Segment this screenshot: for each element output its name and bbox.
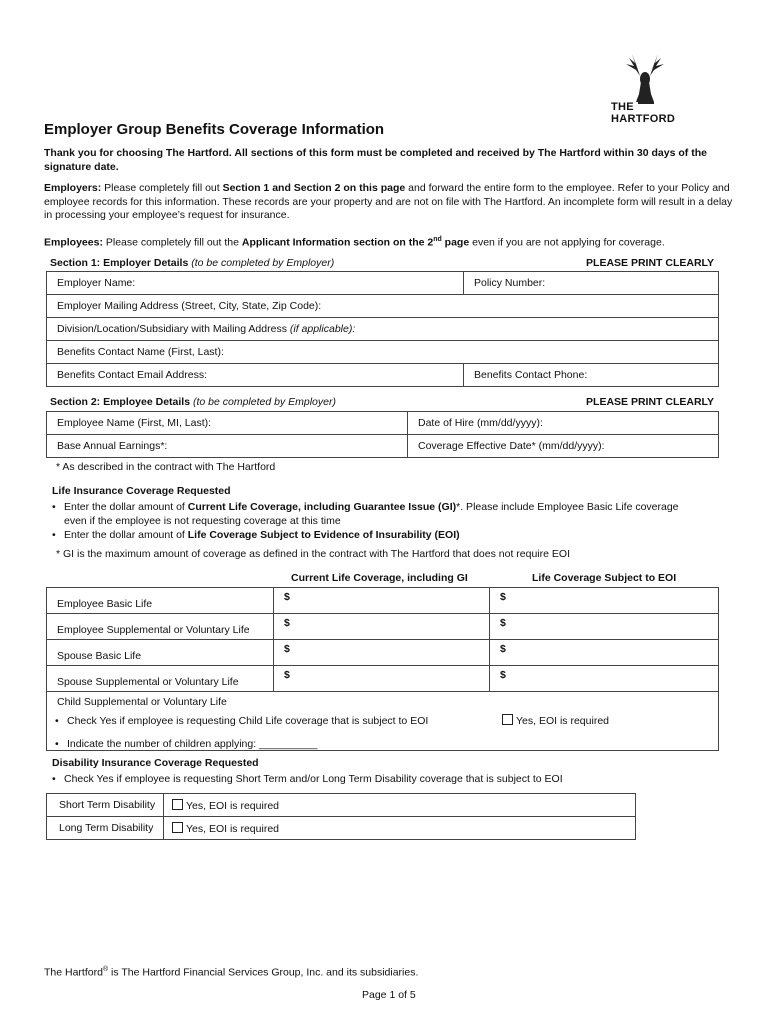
section2-header: Section 2: Employee Details (to be completed by Employer) PLEASE PRINT CLEARLY	[50, 396, 714, 408]
spouse-supp-current-field[interactable]: $	[274, 666, 490, 692]
logo-line-1: THE	[611, 101, 634, 113]
employee-name-field[interactable]: Employee Name (First, MI, Last):	[47, 412, 408, 435]
employer-details-table	[46, 271, 719, 387]
page-title: Employer Group Benefits Coverage Information	[44, 121, 385, 138]
child-life-cell	[47, 692, 719, 751]
life-coverage-table	[46, 587, 719, 751]
footer-text: The Hartford® is The Hartford Financial Services Group, Inc. and its subsidiaries.	[44, 966, 419, 979]
child-life-title: Child Supplemental or Voluntary Life	[57, 696, 227, 708]
children-count-field[interactable]: • Indicate the number of children applying: __________	[47, 737, 707, 751]
page-number: Page 1 of 5	[362, 989, 416, 1001]
short-term-disability-label: Short Term Disability	[47, 794, 164, 817]
employee-supp-current-field[interactable]: $	[274, 614, 490, 640]
logo-text	[611, 101, 675, 125]
spouse-supp-eoi-field[interactable]: $	[490, 666, 719, 692]
employer-mailing-address-field[interactable]: Employer Mailing Address (Street, City, State, Zip Code):	[47, 295, 719, 318]
employees-instructions: Employees: Please completely fill out the Applicant Information section on the 2nd page even if you are not applying for coverage.	[44, 236, 665, 249]
life-instructions-list	[44, 500, 694, 542]
long-term-disability-label: Long Term Disability	[47, 817, 164, 840]
benefits-contact-phone-field[interactable]: Benefits Contact Phone:	[464, 364, 719, 387]
benefits-contact-name-field[interactable]: Benefits Contact Name (First, Last):	[47, 341, 719, 364]
short-term-eoi-checkbox[interactable]: Yes, EOI is required	[164, 794, 636, 817]
current-life-coverage-header: Current Life Coverage, including GI	[291, 572, 468, 584]
employers-instructions: Employers: Please completely fill out Section 1 and Section 2 on this page and forward the entire form to the employee. Refer to your Policy and employee records for this information. These records are your property and are not on file with The Hartford. An incomplete form will result in a delay in processing your employee’s request for insurance.	[44, 182, 733, 221]
checkbox-icon	[172, 799, 183, 810]
print-clearly-label: PLEASE PRINT CLEARLY	[586, 257, 714, 269]
spouse-basic-eoi-field[interactable]: $	[490, 640, 719, 666]
employee-supp-eoi-field[interactable]: $	[490, 614, 719, 640]
disability-instructions-list	[44, 772, 734, 786]
employer-name-field[interactable]: Employer Name:	[47, 272, 464, 295]
coverage-row-label: Spouse Supplemental or Voluntary Life	[47, 666, 274, 692]
life-coverage-eoi-header: Life Coverage Subject to EOI	[532, 572, 677, 584]
spouse-basic-current-field[interactable]: $	[274, 640, 490, 666]
division-field[interactable]: Division/Location/Subsidiary with Mailing Address (if applicable):	[47, 318, 719, 341]
intro-text: Thank you for choosing The Hartford. All sections of this form must be completed and received by The Hartford within 30 days of the signature date.	[44, 147, 707, 173]
coverage-row-label: Employee Supplemental or Voluntary Life	[47, 614, 274, 640]
list-item: • Enter the dollar amount of Life Coverage Subject to Evidence of Insurability (EOI)	[44, 528, 694, 542]
child-eoi-checkbox[interactable]: Yes, EOI is required	[502, 714, 609, 728]
list-item: • Check Yes if employee is requesting Short Term and/or Long Term Disability coverage that is subject to EOI	[44, 772, 734, 786]
base-annual-earnings-field[interactable]: Base Annual Earnings*:	[47, 435, 408, 458]
list-item: • Check Yes if employee is requesting Child Life coverage that is subject to EOI Yes, EOI is required	[47, 714, 707, 728]
life-insurance-heading: Life Insurance Coverage Requested	[52, 485, 231, 497]
coverage-row-label: Spouse Basic Life	[47, 640, 274, 666]
disability-table	[46, 793, 636, 840]
child-life-list	[47, 714, 707, 751]
list-item: • Enter the dollar amount of Current Life Coverage, including Guarantee Issue (GI)*. Please include Employee Basic Life coverage even if the employee is not requesting coverage at this time	[44, 500, 694, 528]
employee-details-table	[46, 411, 719, 458]
employee-basic-eoi-field[interactable]: $	[490, 588, 719, 614]
employee-basic-current-field[interactable]: $	[274, 588, 490, 614]
logo-line-2: HARTFORD	[611, 113, 676, 125]
long-term-eoi-checkbox[interactable]: Yes, EOI is required	[164, 817, 636, 840]
checkbox-icon	[502, 714, 513, 725]
disability-heading: Disability Insurance Coverage Requested	[52, 757, 259, 769]
policy-number-field[interactable]: Policy Number:	[464, 272, 719, 295]
employees-label: Employees:	[44, 236, 103, 249]
date-of-hire-field[interactable]: Date of Hire (mm/dd/yyyy):	[408, 412, 719, 435]
checkbox-icon	[172, 822, 183, 833]
coverage-effective-date-field[interactable]: Coverage Effective Date* (mm/dd/yyyy):	[408, 435, 719, 458]
employers-label: Employers:	[44, 182, 102, 194]
coverage-row-label: Employee Basic Life	[47, 588, 274, 614]
gi-footnote: * GI is the maximum amount of coverage as defined in the contract with The Hartford that does not require EOI	[56, 548, 570, 560]
section1-header: Section 1: Employer Details (to be completed by Employer) PLEASE PRINT CLEARLY	[50, 257, 714, 269]
print-clearly-label: PLEASE PRINT CLEARLY	[586, 396, 714, 408]
benefits-contact-email-field[interactable]: Benefits Contact Email Address:	[47, 364, 464, 387]
contract-footnote: * As described in the contract with The Hartford	[56, 461, 276, 473]
